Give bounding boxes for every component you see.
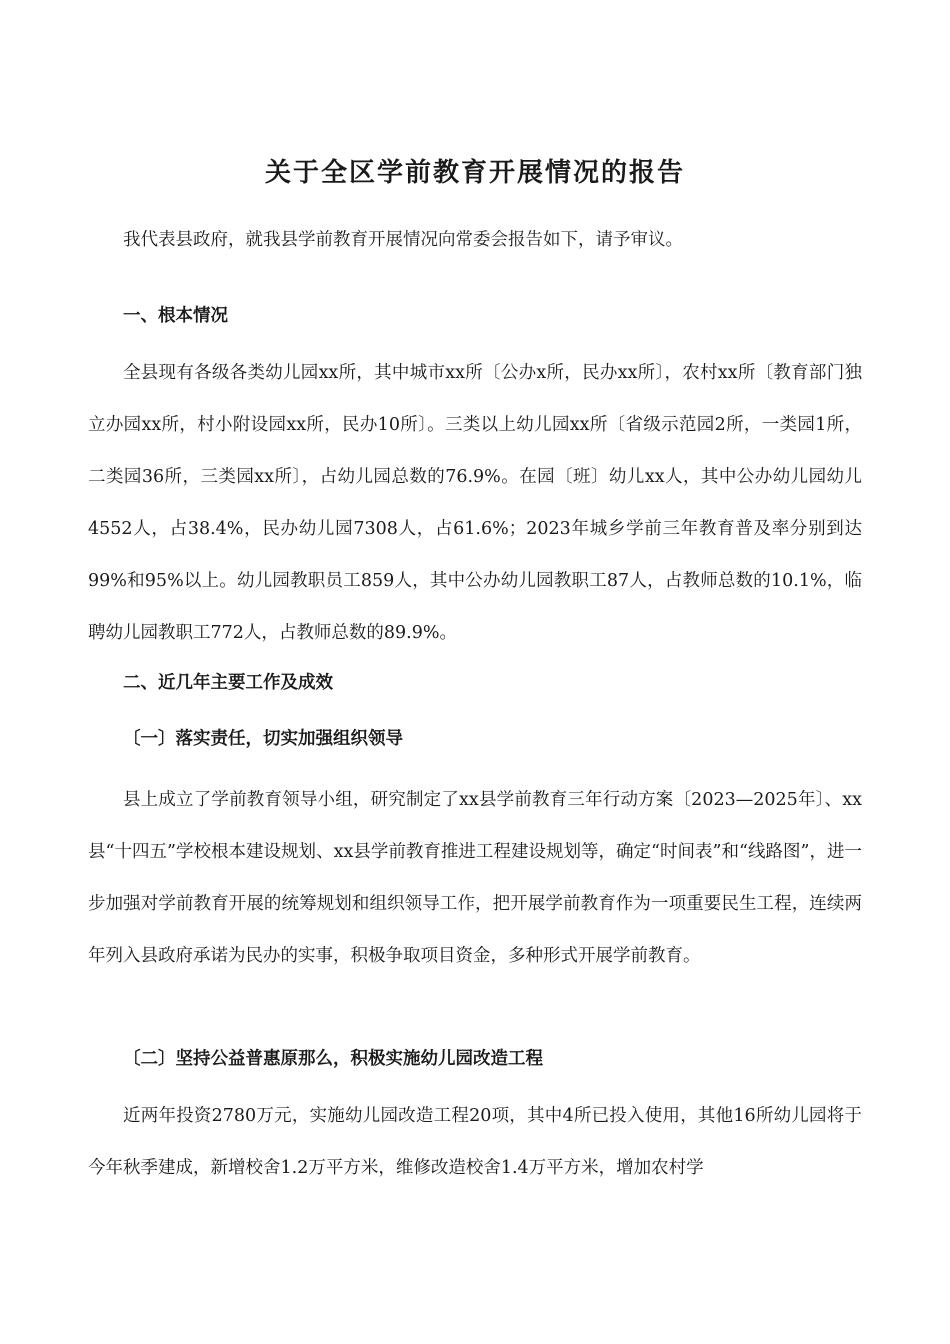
document-title: 关于全区学前教育开展情况的报告	[264, 158, 685, 188]
subsection-heading-responsibility: 〔一〕落实责任，切实加强组织领导	[123, 729, 403, 749]
section-heading-basic: 一、根本情况	[123, 306, 228, 326]
subsection-heading-kindergarten-renovation: 〔二〕坚持公益普惠原那么，积极实施幼儿园改造工程	[123, 1049, 543, 1069]
intro-paragraph: 我代表县政府，就我县学前教育开展情况向常委会报告如下，请予审议。	[123, 230, 683, 250]
section-heading-achievements: 二、近几年主要工作及成效	[123, 673, 333, 693]
paragraph-kindergarten-renovation: 近两年投资2780万元，实施幼儿园改造工程20项，其中4所已投入使用，其他16所幼儿园将于今年秋季建成，新增校舍1.2万平方米，维修改造校舍1.4万平方米，增加农村学	[88, 1106, 862, 1178]
paragraph-basic-situation: 全县现有各级各类幼儿园xx所，其中城市xx所〔公办x所，民办xx所〕，农村xx所〔教育部门独立办园xx所，村小附设园xx所，民办10所〕。三类以上幼儿园xx所〔省级示范园2所，一类园1所，二类园36所，三类园xx所〕，占幼儿园总数的76.9%。在园〔班〕幼儿xx人，其中公办幼儿园幼儿4552人，占38.4%，民办幼儿园7308人，占61.6%；2023年城乡学前三年教育普及率分别到达99%和95%以上。幼儿园教职员工859人，其中公办幼儿园教职工87人，占教师总数的10.1%，临聘幼儿园教职工772人，占教师总数的89.9%。	[88, 363, 862, 643]
paragraph-responsibility: 县上成立了学前教育领导小组，研究制定了xx县学前教育三年行动方案〔2023—2025年〕、xx县“十四五”学校根本建设规划、xx县学前教育推进工程建设规划等，确定“时间表”和“线路图”，进一步加强对学前教育开展的统筹规划和组织领导工作，把开展学前教育作为一项重要民生工程，连续两年列入县政府承诺为民办的实事，积极争取项目资金，多种形式开展学前教育。	[88, 790, 862, 966]
